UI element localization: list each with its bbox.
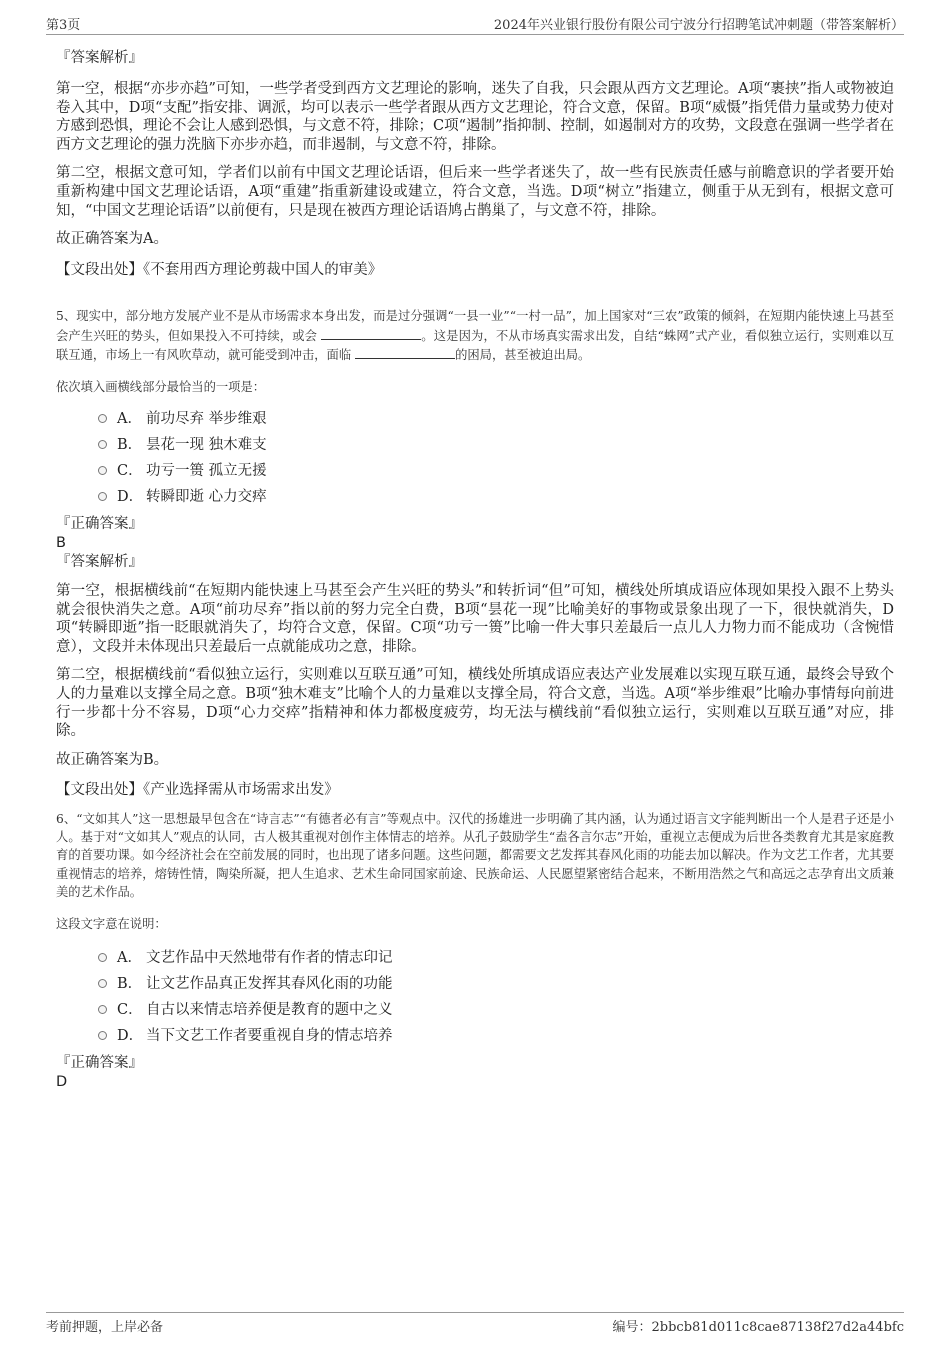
q4-conclusion: 故正确答案为A。 [56,231,168,248]
q6-stem: 6、“文如其人”这一思想最早包含在“诗言志”“有德者必有言”等观点中。汉代的扬雄进一步明确了其内涵，认为通过语言文字能判断出一个人是君子还是小人。基于对“文如其人”观点的认同，古人极其重视对创作主体情志的培养。从孔子鼓励学生“盍各言尔志”开始，重视立志便成为后世各类教育尤其是家庭教育的首要功课。如今经济社会在空前发展的同时，也出现了诸多问题。这些问题，都需要文艺发挥其春风化雨的功能去加以解决。作为文艺工作者，尤其要重视情志的培养，熔铸性情，陶染所凝，把人生追求、艺术生命同国家前途、民族命运、人民愿望紧密结合起来，不断用浩然之气和高远之志孕育出文质兼美的艺术作品。 [56,811,894,899]
q5-source: 【文段出处】《产业选择需从市场需求出发》 [56,782,339,799]
q4-analysis-tag: 『答案解析』 [56,50,143,66]
page-header [46,14,904,35]
q4-analysis-p1: 第一空，根据“亦步亦趋”可知，一些学者受到西方文艺理论的影响，迷失了自我，只会跟从西方文艺理论。A项“裹挟”指人或物被迫卷入其中，D项“支配”指安排、调派，均可以表示一些学者跟从西方文艺理论，符合文意，保留。B项“威慑”指凭借力量或势力使对方感到恐惧，理论不会让人感到恐惧，与文意不符，排除；C项“遏制”指抑制、控制，如遏制对方的攻势，文段意在强调一些学者在西方文艺理论的强力洗脑下亦步亦趋，而非遏制，与文意不符，排除。 [56,81,894,153]
radio-button[interactable] [98,1005,107,1014]
q6-option-d[interactable]: D． 当下文艺工作者要重视自身的情志培养 [56,1023,894,1049]
document-title: 2024年兴业银行股份有限公司宁波分行招聘笔试冲刺题（带答案解析） [493,18,904,33]
q4-source: 【文段出处】《不套用西方理论剪裁中国人的审美》 [56,261,383,278]
radio-button[interactable] [98,440,107,449]
q5-option-b[interactable]: B． 昙花一现 独木难支 [56,432,894,458]
q4-analysis-p2: 第二空，根据文意可知，学者们以前有中国文艺理论话语，但后来一些学者迷失了，故一些有民族责任感与前瞻意识的学者要开始重新构建中国文艺理论话语，A项“重建”指重新建设或建立，符合文意，当选。D项“树立”指建立，侧重于从无到有，根据文意可知，“中国文艺理论话语”以前便有，只是现在被西方理论话语鸠占鹊巢了，与文意不符，排除。 [56,165,894,219]
radio-button[interactable] [98,492,107,501]
document-id: 编号：2bbcb81d011c8cae87138f27d2a44bfc [612,1320,904,1335]
q6-answer: D [56,1073,68,1090]
q5-analysis-p2: 第二空，根据横线前“看似独立运行，实则难以互联互通”可知，横线处所填成语应表达产业发展难以实现互联互通，最终会导致个人的力量难以支撑全局之意。B项“独木难支”比喻个人的力量难以支撑全局，符合文意，当选。A项“举步维艰”比喻办事情每向前进行一步都十分不容易，D项“心力交瘁”指精神和体力都极度疲劳，均无法与横线前“看似独立运行，实则难以互联互通”对应，排除。 [56,667,894,740]
q5-blank-2 [355,345,455,359]
radio-button[interactable] [98,979,107,988]
q5-stem: 5、现实中，部分地方发展产业不是从市场需求本身出发，而是过分强调“一县一业”“一村一品”，加上国家对“三农”政策的倾斜，在短期内能快速上马甚至会产生兴旺的势头，但如果投入不可持续，或会 。这是因为，不从市场真实需求出发，自结“蛛网”式产业，看似独立运行，实则难以互联互通，市场上一有风吹草动，就可能受到冲击，面临 的困局，甚至被迫出局。 [56,309,894,362]
page-number: 第3页 [46,18,81,33]
footer-slogan: 考前押题，上岸必备 [46,1320,164,1335]
q6-option-b[interactable]: B． 让文艺作品真正发挥其春风化雨的功能 [56,971,894,997]
q5-option-a[interactable]: A． 前功尽弃 举步维艰 [56,406,894,432]
q6-prompt: 这段文字意在说明： [56,916,167,931]
q5-blank-1 [321,326,421,340]
q6-answer-tag: 『正确答案』 [56,1054,143,1071]
q6-option-c[interactable]: C． 自古以来情志培养便是教育的题中之义 [56,997,894,1023]
q5-answer: B [56,534,66,551]
radio-button[interactable] [98,953,107,962]
document-body [56,48,894,1091]
radio-button[interactable] [98,414,107,423]
q5-analysis-tag: 『答案解析』 [56,553,143,570]
q5-answer-tag: 『正确答案』 [56,515,143,532]
radio-button[interactable] [98,466,107,475]
q5-option-c[interactable]: C． 功亏一篑 孤立无援 [56,458,894,484]
page-footer [46,1312,904,1335]
q5-analysis-p1: 第一空，根据横线前“在短期内能快速上马甚至会产生兴旺的势头”和转折词“但”可知，横线处所填成语应体现如果投入跟不上势头就会很快消失之意。A项“前功尽弃”指以前的努力完全白费，B项“昙花一现”比喻美好的事物或景象出现了一下，很快就消失，D项“转瞬即逝”指一眨眼就消失了，均符合文意，保留。C项“功亏一篑”比喻一件大事只差最后一点儿人力物力而不能成功（含惋惜意），文段并未体现出只差最后一点就能成功之意，排除。 [56,582,894,655]
q5-prompt: 依次填入画横线部分最恰当的一项是： [56,379,266,394]
q5-option-d[interactable]: D． 转瞬即逝 心力交瘁 [56,484,894,510]
q5-conclusion: 故正确答案为B。 [56,751,169,768]
q6-option-a[interactable]: A． 文艺作品中天然地带有作者的情志印记 [56,945,894,971]
radio-button[interactable] [98,1031,107,1040]
